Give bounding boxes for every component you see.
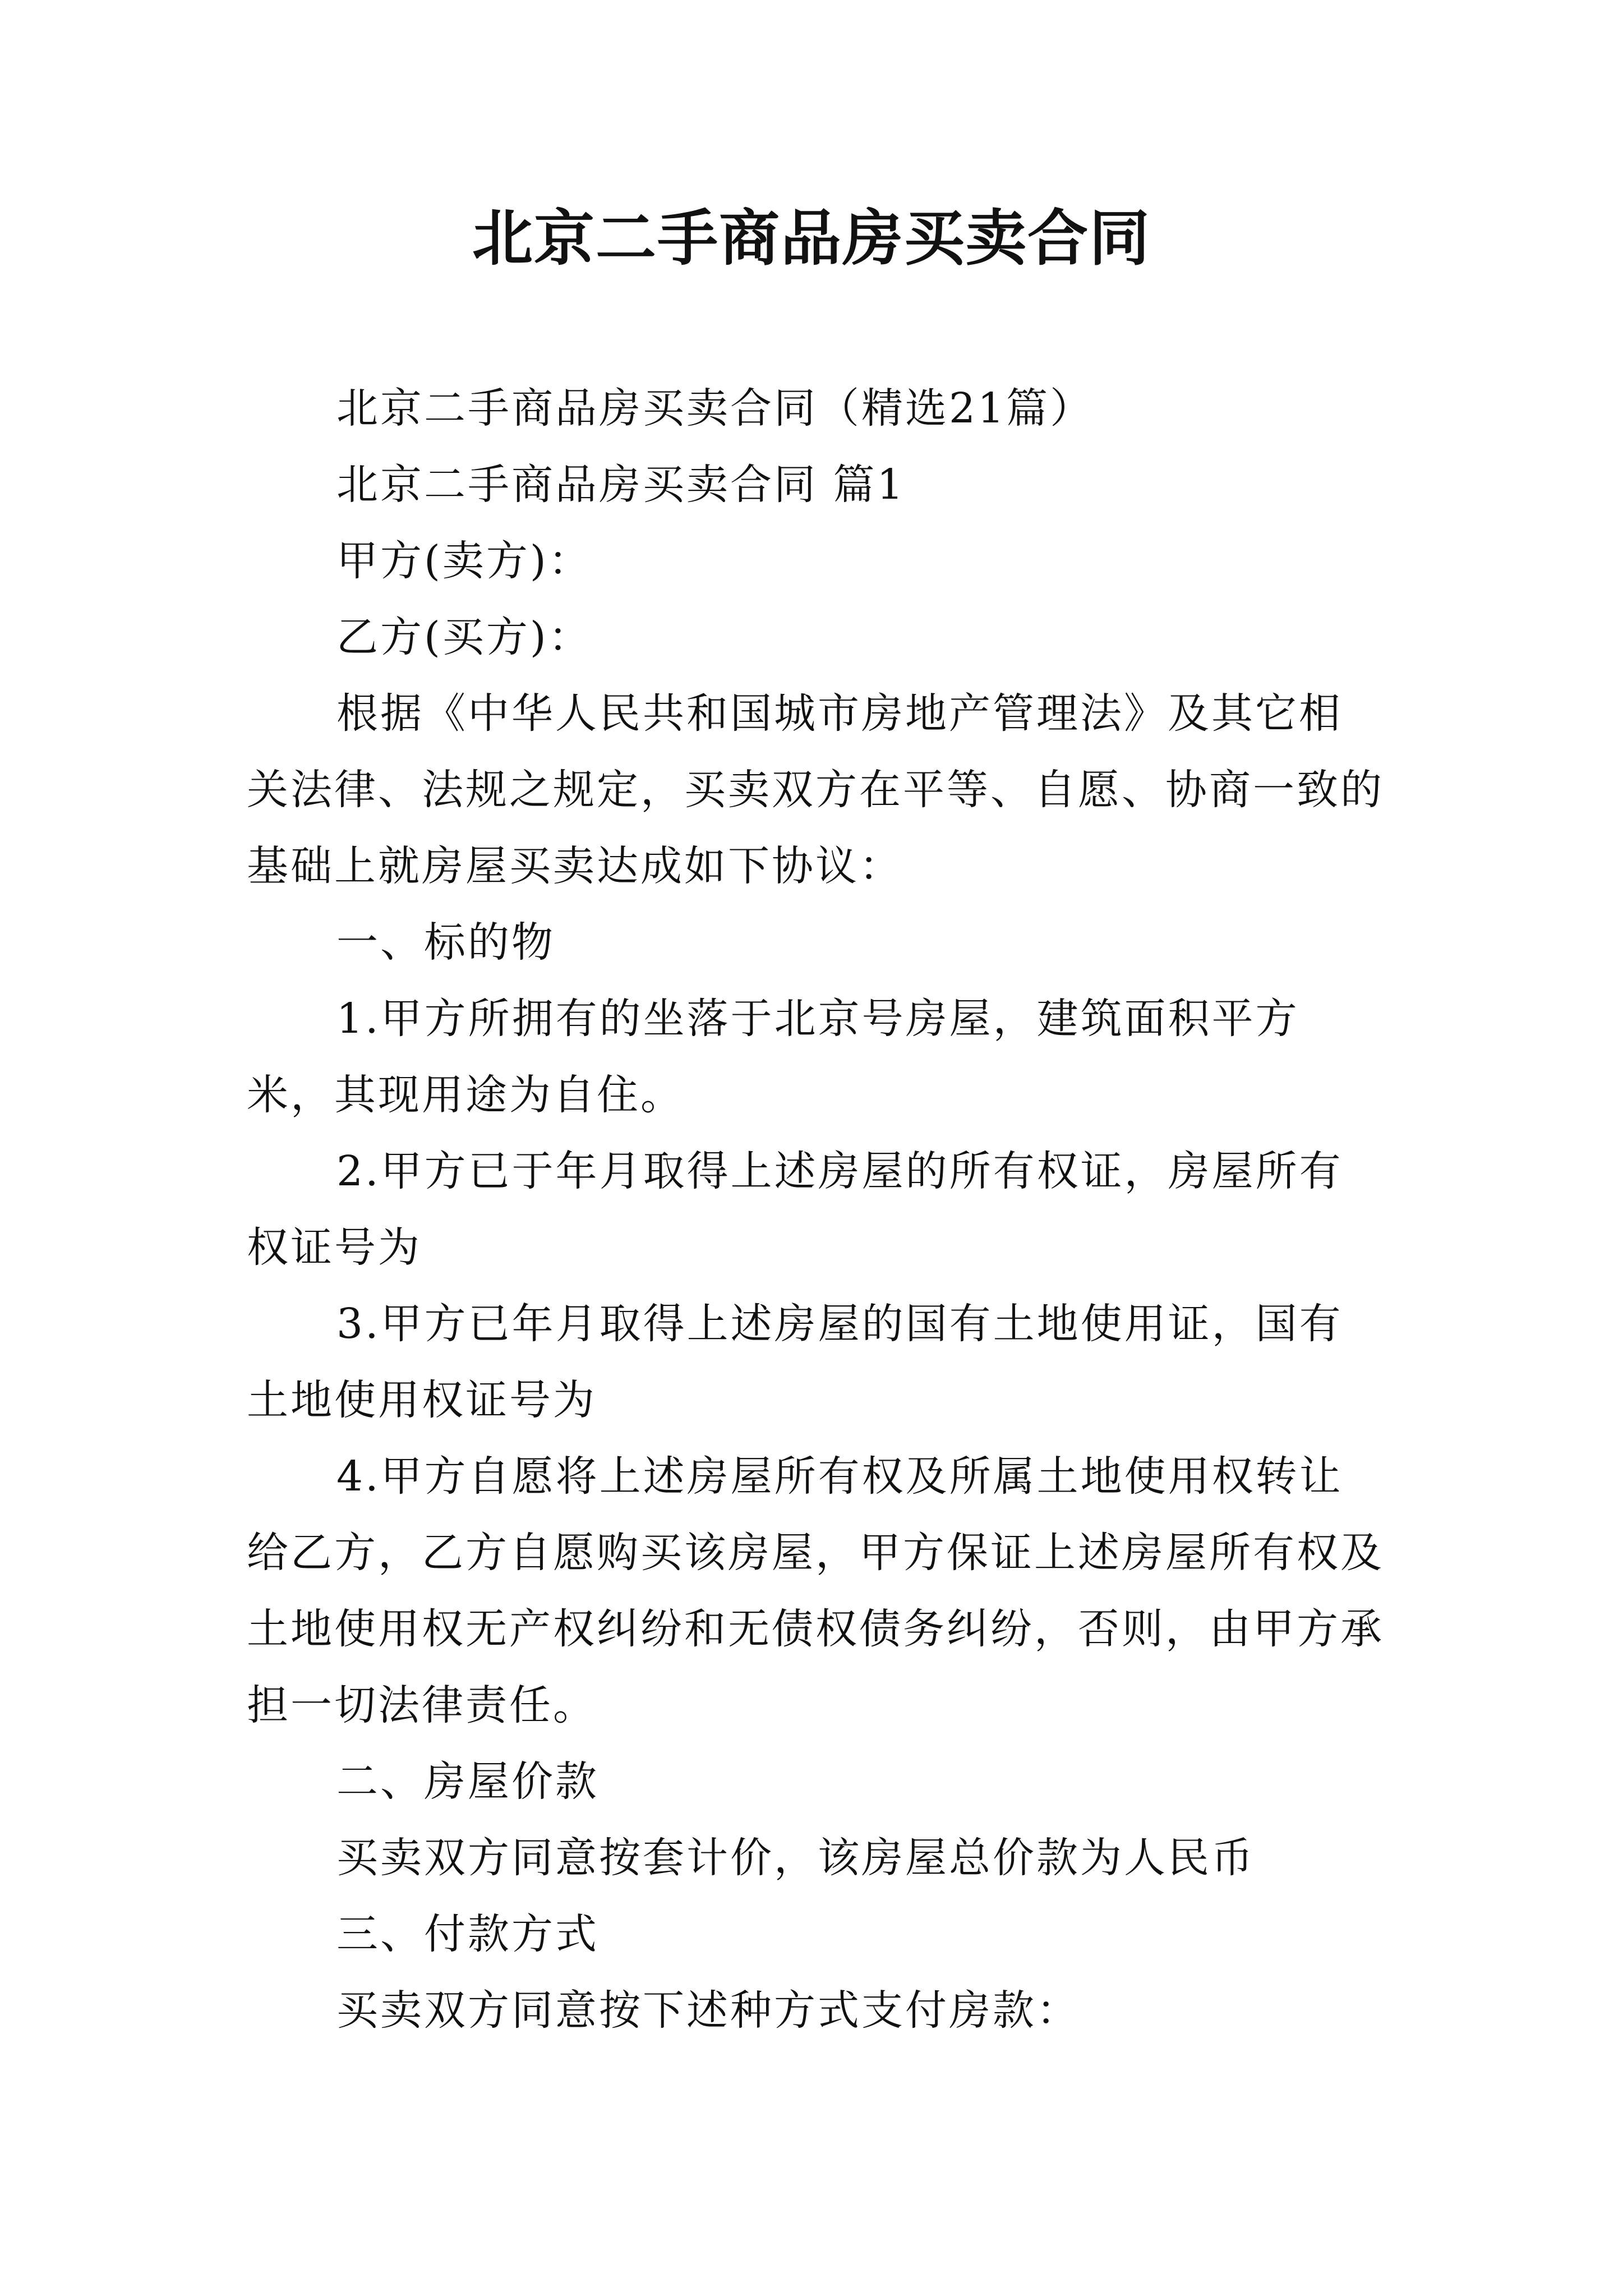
paragraph-section-heading: 北京二手商品房买卖合同 篇1	[336, 461, 906, 509]
paragraph-clause-3: 3.甲方已年月取得上述房屋的国有土地使用证，国有土地使用权证号为	[247, 1300, 1343, 1424]
paragraph-heading-subject: 一、标的物	[336, 918, 555, 967]
paragraph-heading-payment: 三、付款方式	[336, 1910, 599, 1958]
document-title: 北京二手商品房买卖合同	[472, 203, 1151, 274]
paragraph-clause-4: 4.甲方自愿将上述房屋所有权及所属土地使用权转让给乙方，乙方自愿购买该房屋，甲方保证上述房屋所有权及土地使用权无产权纠纷和无债权债务纠纷，否则，由甲方承担一切法律责任。	[247, 1452, 1384, 1729]
paragraph-heading-price: 二、房屋价款	[336, 1757, 599, 1806]
paragraph-price: 买卖双方同意按套计价，该房屋总价款为人民币	[336, 1834, 1255, 1882]
paragraph-subtitle: 北京二手商品房买卖合同（精选21篇）	[336, 384, 1094, 432]
paragraph-party-b: 乙方(买方)：	[336, 613, 592, 661]
paragraph-clause-2: 2.甲方已于年月取得上述房屋的所有权证，房屋所有权证号为	[247, 1147, 1343, 1272]
document-body	[247, 370, 1385, 2049]
paragraph-preamble: 根据《中华人民共和国城市房地产管理法》及其它相关法律、法规之规定，买卖双方在平等、自愿、协商一致的基础上就房屋买卖达成如下协议：	[247, 689, 1384, 890]
paragraph-clause-1: 1.甲方所拥有的坐落于北京号房屋，建筑面积平方米，其现用途为自住。	[247, 995, 1299, 1119]
paragraph-party-a: 甲方(卖方)：	[336, 537, 592, 585]
paragraph-payment: 买卖双方同意按下述种方式支付房款：	[336, 1986, 1080, 2035]
